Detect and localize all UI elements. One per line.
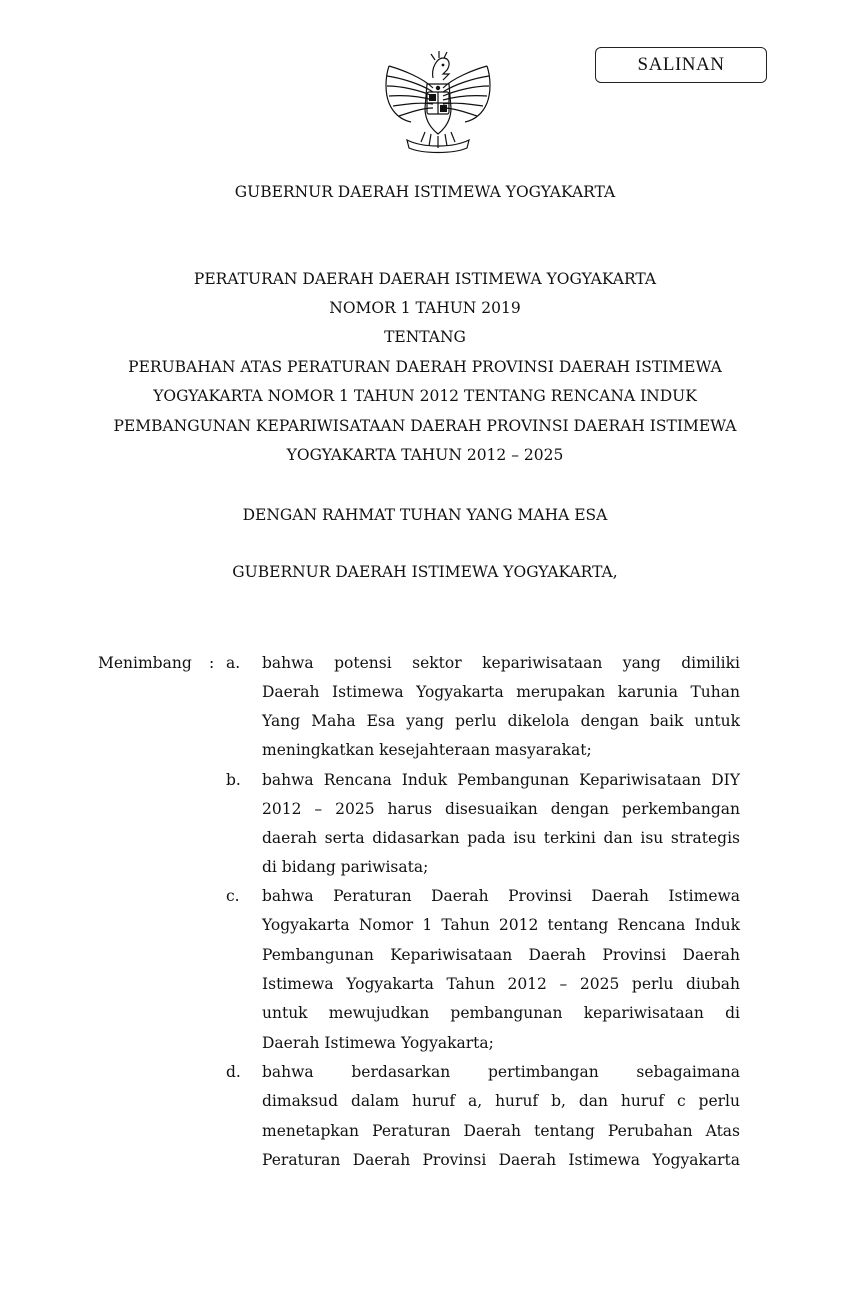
item-line: daerah serta didasarkan pada isu terkini dan isu strategis <box>262 829 740 847</box>
item-line: Daerah Istimewa Yogyakarta; <box>262 1034 494 1052</box>
item-line: Yang Maha Esa yang perlu dikelola dengan baik untuk <box>262 712 740 730</box>
issuer-heading: GUBERNUR DAERAH ISTIMEWA YOGYAKARTA <box>234 183 616 201</box>
item-line: Peraturan Daerah Provinsi Daerah Istimewa Yogyakarta <box>262 1151 740 1169</box>
item-line: dimaksud dalam huruf a, huruf b, dan huruf c perlu <box>262 1092 740 1110</box>
item-line: bahwa Rencana Induk Pembangunan Kepariwisataan DIY <box>262 771 740 789</box>
blessing-heading: DENGAN RAHMAT TUHAN YANG MAHA ESA <box>242 506 608 524</box>
subject-line: PERUBAHAN ATAS PERATURAN DAERAH PROVINSI DAERAH ISTIMEWA <box>128 358 722 376</box>
item-line: untuk mewujudkan pembangunan kepariwisataan di <box>262 1004 740 1022</box>
regulation-type: PERATURAN DAERAH DAERAH ISTIMEWA YOGYAKARTA <box>193 270 657 288</box>
garuda-pancasila-emblem <box>383 48 493 158</box>
regulation-about: TENTANG <box>384 328 466 346</box>
menimbang-label: Menimbang <box>98 654 192 672</box>
menimbang-colon: : <box>209 654 215 672</box>
subject-line: YOGYAKARTA TAHUN 2012 – 2025 <box>286 446 564 464</box>
salinan-stamp: SALINAN <box>595 47 767 83</box>
item-line: meningkatkan kesejahteraan masyarakat; <box>262 741 592 759</box>
item-letter: d. <box>226 1063 241 1081</box>
subject-line: PEMBANGUNAN KEPARIWISATAAN DAERAH PROVINSI DAERAH ISTIMEWA <box>113 417 737 435</box>
subject-line: YOGYAKARTA NOMOR 1 TAHUN 2012 TENTANG RENCANA INDUK <box>153 387 697 405</box>
item-letter: c. <box>226 887 240 905</box>
item-line: Yogyakarta Nomor 1 Tahun 2012 tentang Rencana Induk <box>262 916 740 934</box>
item-line: 2012 – 2025 harus disesuaikan dengan perkembangan <box>262 800 740 818</box>
governor-heading: GUBERNUR DAERAH ISTIMEWA YOGYAKARTA, <box>232 563 618 581</box>
item-line: Istimewa Yogyakarta Tahun 2012 – 2025 perlu diubah <box>262 975 740 993</box>
item-letter: b. <box>226 771 241 789</box>
item-line: bahwa Peraturan Daerah Provinsi Daerah Istimewa <box>262 887 740 905</box>
item-line: bahwa potensi sektor kepariwisataan yang dimiliki <box>262 654 740 672</box>
item-letter: a. <box>226 654 241 672</box>
item-line: Daerah Istimewa Yogyakarta merupakan karunia Tuhan <box>262 683 740 701</box>
item-line: di bidang pariwisata; <box>262 858 429 876</box>
regulation-number: NOMOR 1 TAHUN 2019 <box>329 299 521 317</box>
item-line: bahwa berdasarkan pertimbangan sebagaimana <box>262 1063 740 1081</box>
item-line: Pembangunan Kepariwisataan Daerah Provinsi Daerah <box>262 946 740 964</box>
item-line: menetapkan Peraturan Daerah tentang Perubahan Atas <box>262 1122 740 1140</box>
